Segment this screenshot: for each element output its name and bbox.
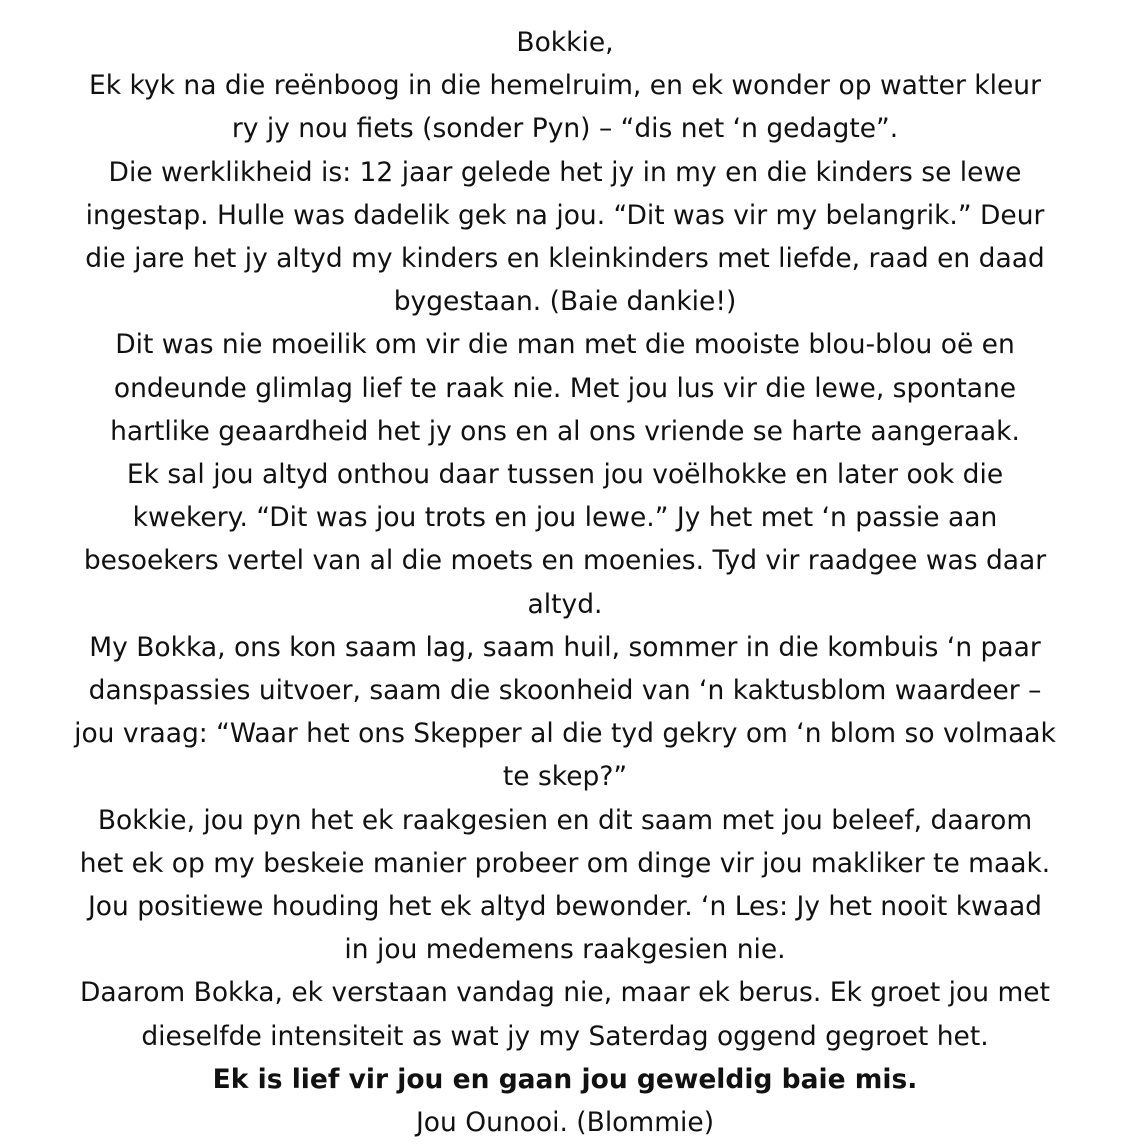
greeting-line: Bokkie,	[516, 27, 614, 58]
text-line: Bokkie, jou pyn het ek raakgesien en dit saam met jou beleef, daarom	[97, 804, 1033, 836]
text-line: die jare het jy altyd my kinders en kleinkinders met liefde, raad en daad	[85, 243, 1045, 275]
text-line: My Bokka, ons kon saam lag, saam huil, sommer in die kombuis ‘n paar	[89, 631, 1041, 663]
text-line: Dit was nie moeilik om vir die man met die mooiste blou-blou oë en	[115, 329, 1015, 361]
text-line: dieselfde intensiteit as wat jy my Saterdag oggend gegroet het.	[141, 1020, 989, 1052]
paragraph-bird-cages	[30, 453, 1100, 626]
text-line: in jou medemens raakgesien nie.	[344, 934, 786, 966]
text-line: ry jy nou fiets (sonder Pyn) – “dis net ‘n gedagte”.	[231, 113, 899, 145]
text-line: Jou positiewe houding het ek altyd bewonder. ‘n Les: Jy het nooit kwaad	[87, 891, 1043, 923]
text-line: kwekery. “Dit was jou trots en jou lewe.” Jy het met ‘n passie aan	[132, 502, 998, 534]
text-line: het ek op my beskeie manier probeer om dinge vir jou makliker te maak.	[79, 847, 1051, 879]
greeting	[30, 21, 1100, 64]
paragraph-reality	[30, 151, 1100, 324]
text-line: bygestaan. (Baie dankie!)	[393, 286, 737, 318]
text-line: Daarom Bokka, ek verstaan vandag nie, maar ek berus. Ek groet jou met	[80, 977, 1050, 1009]
text-line: Die werklikheid is: 12 jaar gelede het jy in my en die kinders se lewe	[108, 156, 1022, 188]
text-line: Ek sal jou altyd onthou daar tussen jou voëlhokke en later ook die	[126, 459, 1004, 491]
paragraph-rainbow	[30, 64, 1100, 150]
text-line: te skep?”	[502, 761, 628, 793]
text-line: danspassies uitvoer, saam die skoonheid van ‘n kaktusblom waardeer –	[88, 675, 1042, 707]
paragraph-kitchen-dance	[30, 626, 1100, 799]
paragraph-pain	[30, 799, 1100, 972]
text-line: ingestap. Hulle was dadelik gek na jou. “Dit was vir my belangrik.” Deur	[85, 199, 1045, 231]
text-line: jou vraag: “Waar het ons Skepper al die tyd gekry om ‘n blom so volmaak	[74, 718, 1056, 750]
text-line: besoekers vertel van al die moets en moenies. Tyd vir raadgee was daar	[83, 545, 1047, 577]
signature-line: Jou Ounooi. (Blommie)	[415, 1107, 715, 1139]
paragraph-blue-eyes	[30, 323, 1100, 453]
signature	[30, 1101, 1100, 1144]
closing-bold-line: Ek is lief vir jou en gaan jou geweldig baie mis.	[212, 1063, 918, 1095]
text-line: Ek kyk na die reënboog in die hemelruim, en ek wonder op watter kleur	[89, 70, 1041, 102]
text-line: hartlike geaardheid het jy ons en al ons vriende se harte aangeraak.	[110, 415, 1020, 447]
paragraph-farewell	[30, 971, 1100, 1057]
text-line: ondeunde glimlag lief te raak nie. Met jou lus vir die lewe, spontane	[113, 372, 1017, 404]
closing	[30, 1058, 1100, 1101]
text-line: altyd.	[527, 588, 603, 620]
